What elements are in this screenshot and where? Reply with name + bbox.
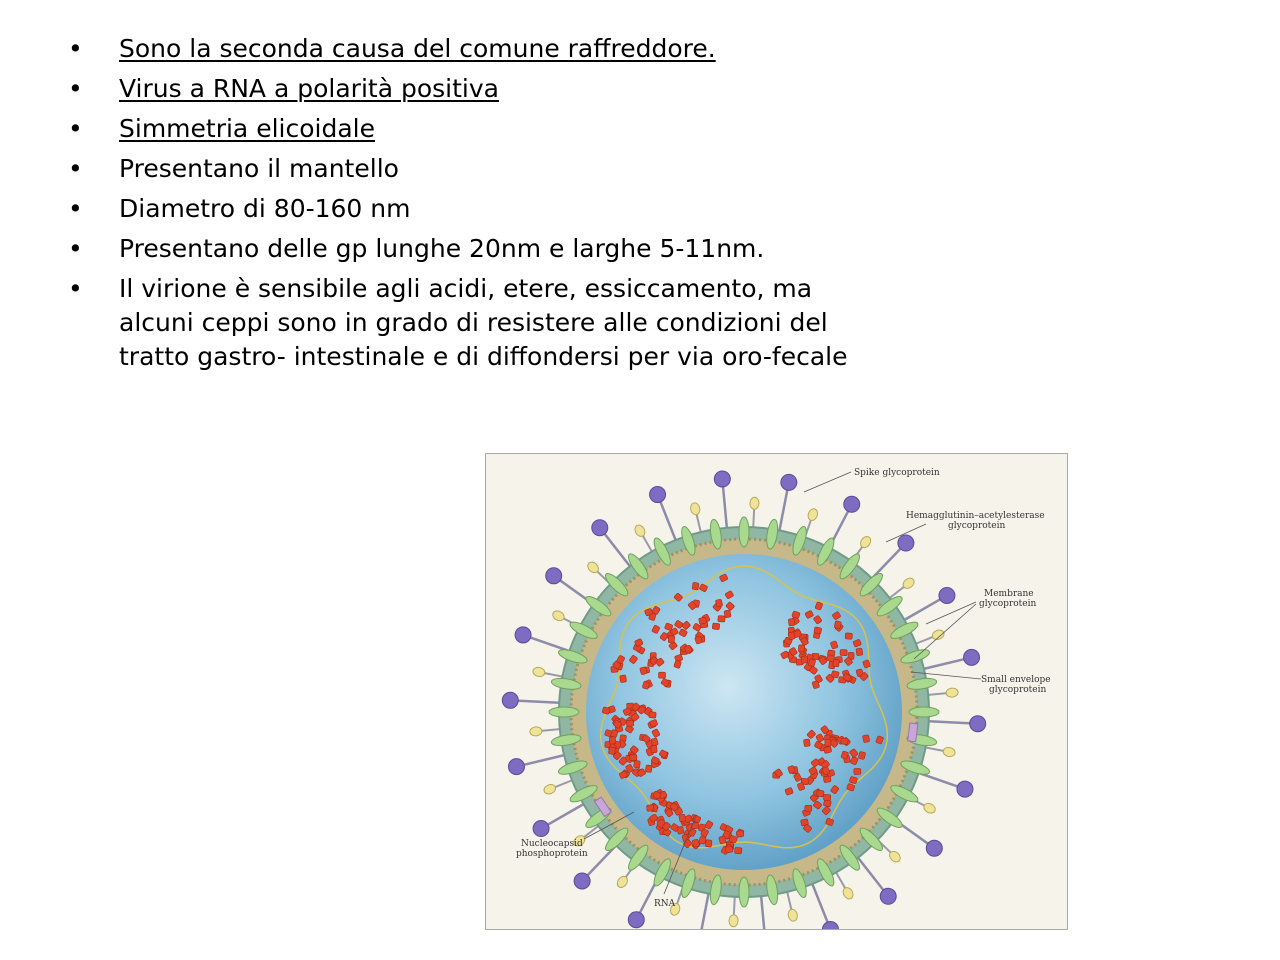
spike-stalk	[603, 532, 633, 570]
he-head	[807, 508, 819, 522]
rna-label: RNA	[654, 899, 676, 909]
membrane-label: Membrane	[984, 589, 1034, 599]
bullet-text: Virus a RNA a polarità positiva	[119, 74, 499, 103]
bullet-text: Diametro di 80-160 nm	[119, 194, 411, 223]
nucleocapsid-bead	[736, 830, 744, 837]
nucleocapsid-bead	[824, 746, 832, 754]
spike-head	[781, 474, 797, 490]
bullet-text-line: Il virione è sensibile agli acidi, etere, essiccamento, ma	[119, 274, 813, 303]
nucleocapsid-bead	[634, 760, 641, 768]
spike-head	[508, 759, 524, 775]
nucleocapsid-bead	[626, 720, 634, 727]
nucleocapsid-bead	[645, 765, 652, 773]
nucleocapsid-bead	[798, 645, 804, 652]
nucleocapsid-bead	[668, 636, 675, 644]
bullet-text: Simmetria elicoidale	[119, 114, 375, 143]
nucleocapsid-label-2: phosphoprotein	[516, 849, 588, 859]
spike-head	[546, 568, 562, 584]
nucleocapsid-bead	[679, 814, 686, 822]
spike-stalk	[900, 598, 942, 622]
nucleocapsid-bead	[692, 839, 700, 847]
nucleocapsid-bead	[651, 745, 657, 752]
spike-stalk	[700, 889, 709, 930]
nucleocapsid-bead	[659, 672, 666, 678]
nucleocapsid-label: Nucleocapsid	[521, 839, 583, 849]
he-head	[858, 535, 872, 550]
small-envelope-glycoprotein	[908, 723, 918, 742]
he-head	[946, 688, 959, 698]
he-head	[532, 666, 546, 677]
spike-head	[502, 692, 518, 708]
bullet-text: Presentano delle gp lunghe 20nm e larghe 5-11nm.	[119, 234, 765, 263]
nucleocapsid-bead	[718, 616, 725, 623]
he-head	[615, 874, 629, 889]
spike-stalk	[516, 701, 564, 703]
bullet-text: Presentano il mantello	[119, 154, 399, 183]
nucleocapsid-bead	[712, 623, 720, 630]
bullet-item	[68, 192, 968, 226]
membrane-glycoprotein	[909, 707, 939, 717]
spike-head	[628, 912, 644, 928]
nucleocapsid-bead	[814, 627, 822, 634]
he-head	[922, 801, 937, 815]
membrane-glycoprotein	[739, 517, 749, 547]
nucleocapsid-bead	[691, 822, 699, 829]
membrane-glycoprotein	[739, 877, 749, 907]
bullet-item	[68, 112, 968, 146]
he-head	[729, 915, 739, 927]
nucleocapsid-bead	[803, 739, 810, 747]
membrane-glycoprotein	[549, 707, 579, 717]
he-head	[551, 609, 566, 623]
spike-stalk	[855, 854, 885, 892]
hemagglutinin-label-2: glycoprotein	[948, 521, 1006, 531]
nucleocapsid-bead	[858, 751, 865, 759]
nucleocapsid-bead	[788, 618, 795, 626]
nucleocapsid-bead	[824, 794, 831, 800]
spike-head	[939, 587, 955, 603]
he-head	[530, 726, 543, 736]
nucleocapsid-bead	[834, 621, 841, 629]
he-head	[750, 497, 760, 509]
bullet-marker: •	[68, 234, 83, 263]
spike-head	[574, 873, 590, 889]
nucleocapsid-bead	[620, 675, 627, 683]
spike-head	[714, 471, 730, 487]
small-envelope-label-2: glycoprotein	[989, 685, 1047, 695]
nucleocapsid-bead	[801, 656, 807, 663]
spike-head	[957, 781, 973, 797]
nucleocapsid-bead	[854, 768, 861, 774]
virion-illustration	[486, 454, 1068, 930]
nucleocapsid-bead	[840, 649, 847, 655]
spike-head	[964, 649, 980, 665]
bullet-item	[68, 272, 968, 374]
he-head	[942, 746, 956, 757]
bullet-marker: •	[68, 34, 83, 63]
spike-stalk	[660, 500, 678, 545]
spike-head	[926, 840, 942, 856]
bullet-marker: •	[68, 194, 83, 223]
nucleocapsid-bead	[825, 739, 831, 746]
he-head	[787, 908, 799, 922]
bullet-list	[68, 32, 968, 380]
spike-stalk	[546, 802, 588, 826]
nucleocapsid-bead	[841, 738, 849, 745]
nucleocapsid-bead	[699, 617, 707, 624]
small-envelope-label: Small envelope	[981, 675, 1051, 685]
spike-stalk	[778, 488, 787, 535]
bullet-marker: •	[68, 154, 83, 183]
nucleocapsid-bead	[816, 790, 824, 797]
nucleocapsid-bead	[725, 846, 733, 853]
nucleocapsid-bead	[862, 735, 869, 743]
spike-label: Spike glycoprotein	[854, 468, 940, 478]
nucleocapsid-bead	[692, 582, 699, 590]
bullet-marker: •	[68, 274, 83, 303]
spike-stalk	[810, 879, 828, 924]
nucleocapsid-bead	[699, 836, 706, 844]
bullet-text: Sono la seconda causa del comune raffreddore.	[119, 34, 716, 63]
nucleocapsid-bead	[649, 712, 657, 719]
bullet-text-line: alcuni ceppi sono in grado di resistere alle condizioni del	[119, 308, 828, 337]
nucleocapsid-bead	[715, 599, 723, 607]
bullet-text-line: tratto gastro- intestinale e di diffondersi per via oro-fecale	[119, 342, 848, 371]
spike-stalk	[919, 659, 966, 670]
spike-stalk	[522, 754, 569, 765]
he-head	[689, 502, 701, 516]
nucleocapsid-bead	[647, 805, 655, 812]
nucleocapsid-bead	[735, 847, 742, 854]
hemagglutinin-label: Hemagglutinin–acetylesterase	[906, 511, 1045, 521]
spike-head	[515, 627, 531, 643]
spike-head	[822, 921, 838, 930]
bullet-item	[68, 152, 968, 186]
spike-stalk	[924, 721, 972, 723]
nucleocapsid-bead	[788, 632, 795, 640]
spike-head	[898, 535, 914, 551]
he-head	[841, 886, 855, 901]
he-head	[931, 628, 945, 641]
spike-head	[592, 520, 608, 536]
spike-head	[970, 716, 986, 732]
spike-stalk	[723, 485, 727, 533]
spike-head	[844, 496, 860, 512]
he-head	[633, 523, 647, 538]
nucleocapsid-bead	[630, 754, 637, 760]
spike-head	[533, 821, 549, 837]
nucleocapsid-bead	[805, 805, 812, 811]
nucleocapsid-bead	[677, 826, 684, 834]
coronavirus-diagram	[485, 453, 1068, 930]
bullet-item	[68, 72, 968, 106]
membrane-label-2: glycoprotein	[979, 599, 1037, 609]
bullet-marker: •	[68, 74, 83, 103]
he-head	[543, 783, 557, 796]
bullet-item	[68, 232, 968, 266]
spike-head	[880, 888, 896, 904]
nucleocapsid-bead	[856, 648, 863, 656]
nucleocapsid-bead	[705, 840, 712, 848]
nucleocapsid-bead	[609, 737, 616, 745]
nucleocapsid-bead	[845, 633, 852, 639]
spike-head	[650, 487, 666, 503]
bullet-marker: •	[68, 114, 83, 143]
bullet-item	[68, 32, 968, 66]
